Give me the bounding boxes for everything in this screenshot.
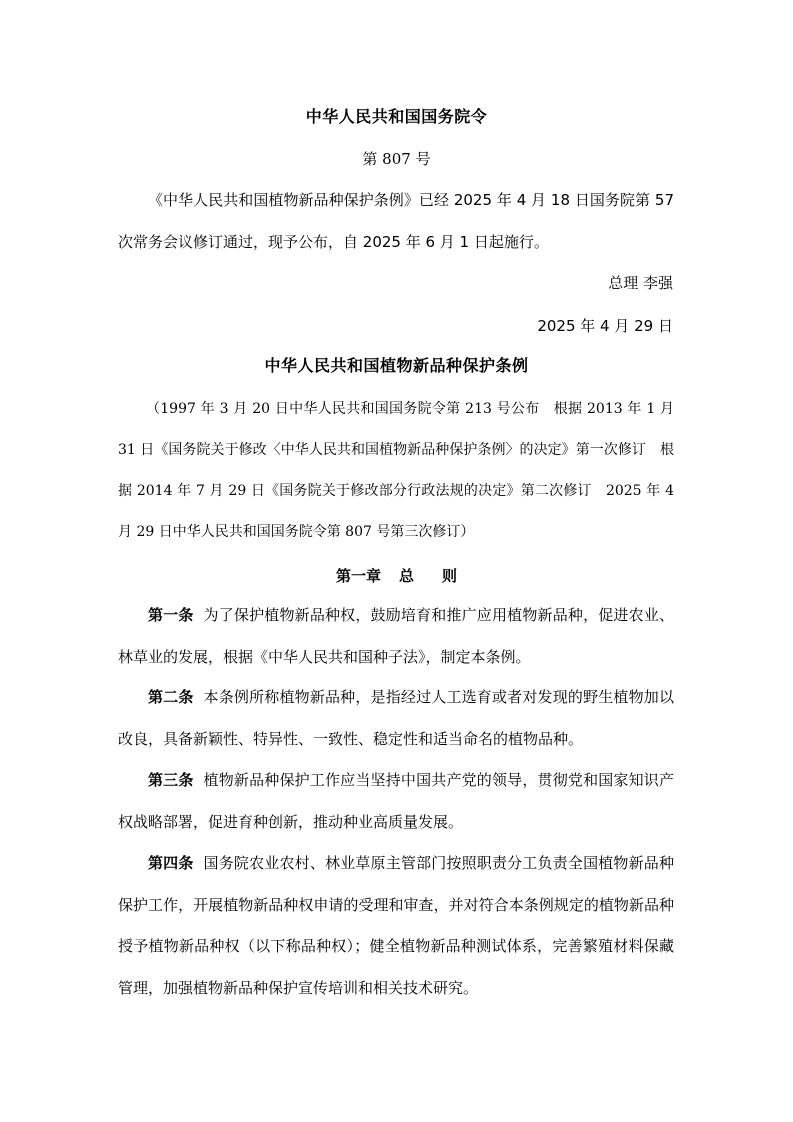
chapter-number: 第一章	[335, 567, 381, 585]
article-2-text: 本条例所称植物新品种，是指经过人工选育或者对发现的野生植物加以改良，具备新颖性、特异性、一致性、稳定性和适当命名的植物品种。	[118, 688, 674, 748]
article-3-number: 第三条	[148, 771, 194, 789]
article-4	[118, 843, 674, 1009]
regulation-title: 中华人民共和国植物新品种保护条例	[264, 356, 529, 375]
article-2	[118, 677, 674, 760]
chapter-name-part1: 总	[398, 567, 414, 585]
decree-date: 2025 年 4 月 29 日	[537, 317, 673, 335]
history-note: （1997 年 3 月 20 日中华人民共和国国务院令第 213 号公布 根据 2013 年 1 月 31 日《国务院关于修改〈中华人民共和国植物新品种保护条例〉的决定》第一次修订 根据 2014 年 7 月 29 日《国务院关于修改部分行政法规的决定》第二次修订 2025 年 4 月 29 日中华人民共和国国务院令第 807 号第三次修订）	[118, 401, 674, 540]
article-3	[118, 760, 674, 843]
decree-body: 《中华人民共和国植物新品种保护条例》已经 2025 年 4 月 18 日国务院第 57 次常务会议修订通过，现予公布，自 2025 年 6 月 1 日起施行。	[118, 191, 674, 251]
article-4-text: 国务院农业农村、林业草原主管部门按照职责分工负责全国植物新品种保护工作，开展植物新品种权申请的受理和审查，并对符合本条例规定的植物新品种授予植物新品种权（以下称品种权）；健全植物新品种测试体系，完善繁殖材料保藏管理，加强植物新品种保护宣传培训和相关技术研究。	[118, 854, 674, 997]
chapter-heading	[0, 566, 793, 586]
decree-title: 中华人民共和国国务院令	[305, 107, 488, 126]
chapter-name-part2: 则	[442, 567, 458, 585]
article-1-text: 为了保护植物新品种权，鼓励培育和推广应用植物新品种，促进农业、林草业的发展，根据《中华人民共和国种子法》，制定本条例。	[118, 606, 674, 666]
article-3-text: 植物新品种保护工作应当坚持中国共产党的领导，贯彻党和国家知识产权战略部署，促进育种创新，推动种业高质量发展。	[118, 771, 674, 831]
article-4-number: 第四条	[148, 854, 194, 872]
article-2-number: 第二条	[148, 688, 194, 706]
article-1-number: 第一条	[148, 606, 194, 624]
decree-signer: 总理 李强	[608, 274, 673, 292]
decree-number: 第 807 号	[362, 150, 431, 168]
article-1	[118, 595, 674, 678]
